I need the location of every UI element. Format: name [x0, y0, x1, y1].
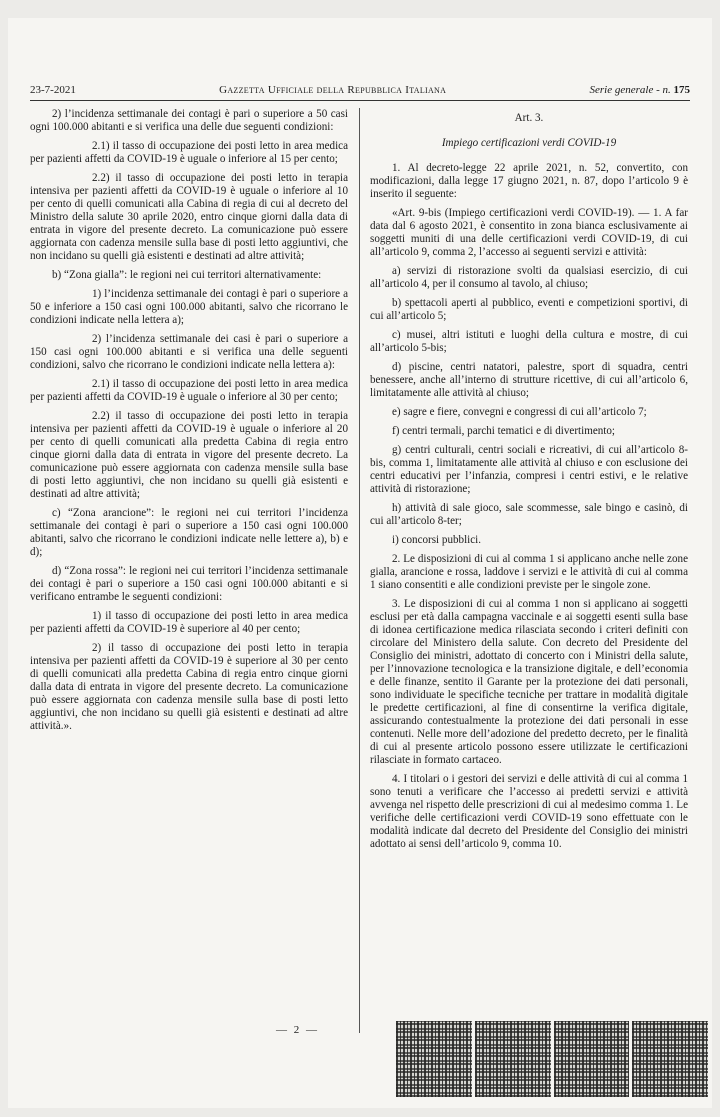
- barcode-tile: [554, 1021, 630, 1097]
- gazette-page: [8, 18, 712, 1108]
- security-barcode: [396, 1021, 708, 1097]
- right-paragraph: g) centri culturali, centri sociali e ricreativi, di cui all’articolo 8-bis, comma 1, limitatamente alle attività al chiuso e con esclusione dei centri educativi per l’infanzia, compresi i centri estivi, e le relative attività di ristorazione;: [370, 444, 688, 495]
- page-number: — 2 —: [276, 1024, 319, 1036]
- column-divider: [359, 108, 360, 1033]
- header-rule: [30, 100, 690, 101]
- right-paragraph: «Art. 9-bis (Impiego certificazioni verdi COVID-19). — 1. A far data dal 6 agosto 2021, è consentito in zona bianca esclusivamente ai soggetti muniti di una delle certificazioni verdi COVID-19, di cui all’articolo 9, comma 2, l’accesso ai seguenti servizi e attività:: [370, 207, 688, 258]
- left-paragraph: b) “Zona gialla”: le regioni nei cui territori alternativamente:: [52, 269, 322, 281]
- left-paragraph: d) “Zona rossa”: le regioni nei cui territori l’incidenza settimanale dei contagi è pari o superiore a 150 casi ogni 100.000 abitanti e si verificano entrambe le seguenti condizioni:: [30, 565, 348, 603]
- right-paragraph: h) attività di sale gioco, sale scommesse, sale bingo e casinò, di cui all’articolo 8-ter;: [370, 502, 688, 527]
- page-header: [30, 78, 690, 96]
- left-paragraph: 2.2) il tasso di occupazione dei posti letto in terapia intensiva per pazienti affetti da COVID-19 è uguale o inferiore al 20 per cento di quelli comunicati alla predetta Cabina di regia entro cinque giorni dalla data di entrata in vigore del presente decreto. La comunicazione può essere aggiornata con cadenza mensile sulla base di posti letto aggiuntivi, che non incidano su quelli già esistenti e destinati ad altre attività;: [30, 410, 348, 500]
- header-date: 23-7-2021: [30, 84, 76, 96]
- right-paragraph: 3. Le disposizioni di cui al comma 1 non si applicano ai soggetti esclusi per età dalla campagna vaccinale e ai soggetti esenti sulla base di idonea certificazione medica rilasciata secondo i criteri definiti con circolare del Ministero della salute. Con decreto del Presidente del Consiglio dei ministri, adottato di concerto con i Ministri della salute, per l’innovazione tecnologica e la transizione digitale, e dell’economia e delle finanze, sentito il Garante per la protezione dei dati personali, sono individuate le specifiche tecniche per trattare in modalità digitale le predette certificazioni, al fine di consentirne la verifica digitale, assicurando contestualmente la protezione dei dati personali in esse contenuti. Nelle more dell’adozione del predetto decreto, per le finalità di cui al presente articolo possono essere utilizzate le certificazioni rilasciate in formato cartaceo.: [370, 598, 688, 766]
- right-paragraph: c) musei, altri istituti e luoghi della cultura e mostre, di cui all’articolo 5-bis;: [370, 329, 688, 354]
- left-paragraph: c) “Zona arancione”: le regioni nei cui territori l’incidenza settimanale dei contagi è pari o superiore a 150 casi ogni 100.000 abitanti, salvo che ricorrano le condizioni indicate nelle lettere a), b) e d);: [30, 507, 348, 558]
- right-paragraph: 4. I titolari o i gestori dei servizi e delle attività di cui al comma 1 sono tenuti a verificare che l’accesso ai predetti servizi e attività avvenga nel rispetto delle prescrizioni di cui al medesimo comma 1. Le verifiche delle certificazioni verdi COVID-19 sono effettuate con le modalità indicate dal decreto del Presidente del Consiglio dei ministri adottato ai sensi dell’articolo 9, comma 10.: [370, 773, 688, 850]
- right-paragraph: Art. 3.: [514, 112, 544, 124]
- header-serie: Serie generale - n. 175: [589, 84, 690, 96]
- right-paragraph: f) centri termali, parchi tematici e di divertimento;: [392, 425, 616, 437]
- left-paragraph: 2) il tasso di occupazione dei posti letto in terapia intensiva per pazienti affetti da COVID-19 è superiore al 30 per cento di quelli comunicati alla predetta Cabina di regia entro cinque giorni dalla data di entrata in vigore del presente decreto. La comunicazione può essere aggiornata con cadenza mensile sulla base di posti letto aggiuntivi, che non incidano su quelli già esistenti e destinati ad altre attività.».: [30, 642, 348, 732]
- right-paragraph: e) sagre e fiere, convegni e congressi di cui all’articolo 7;: [392, 406, 647, 418]
- right-paragraph: b) spettacoli aperti al pubblico, eventi e competizioni sportivi, di cui all’articolo 5;: [370, 297, 688, 322]
- left-paragraph: 2.2) il tasso di occupazione dei posti letto in terapia intensiva per pazienti affetti da COVID-19 è uguale o inferiore al 10 per cento di quelli comunicati alla Cabina di regia di cui al decreto del Ministro della salute 30 aprile 2020, entro cinque giorni dalla data di entrata in vigore del presente decreto. La comunicazione può essere aggiornata con cadenza mensile sulla base di posti letto aggiuntivi, che non incidano su quelli già esistenti e destinati ad altre attività;: [30, 172, 348, 262]
- right-column: [370, 108, 688, 857]
- right-paragraph: a) servizi di ristorazione svolti da qualsiasi esercizio, di cui all’articolo 4, per il consumo al tavolo, al chiuso;: [370, 265, 688, 290]
- right-paragraph: Impiego certificazioni verdi COVID-19: [441, 137, 617, 149]
- barcode-tile: [632, 1021, 708, 1097]
- left-paragraph: 1) l’incidenza settimanale dei contagi è pari o superiore a 50 e inferiore a 150 casi ogni 100.000 abitanti, salvo che ricorrano le condizioni indicate nella lettera a);: [30, 288, 348, 326]
- right-paragraph: 1. Al decreto-legge 22 aprile 2021, n. 52, convertito, con modificazioni, dalla legge 17 giugno 2021, n. 87, dopo l’articolo 9 è inserito il seguente:: [370, 162, 688, 200]
- left-column: [30, 108, 348, 739]
- right-paragraph: i) concorsi pubblici.: [392, 534, 482, 546]
- header-title: Gazzetta Ufficiale della Repubblica Italiana: [219, 84, 447, 96]
- barcode-tile: [396, 1021, 472, 1097]
- left-paragraph: 2.1) il tasso di occupazione dei posti letto in area medica per pazienti affetti da COVID-19 è uguale o inferiore al 30 per cento;: [30, 378, 348, 403]
- left-paragraph: 2) l’incidenza settimanale dei contagi è pari o superiore a 50 casi ogni 100.000 abitanti e si verifica una delle due seguenti condizioni:: [30, 108, 348, 133]
- right-paragraph: 2. Le disposizioni di cui al comma 1 si applicano anche nelle zone gialla, arancione e rossa, laddove i servizi e le attività di cui al comma 1 siano consentiti e alle condizioni previste per le singole zone.: [370, 553, 688, 591]
- barcode-tile: [475, 1021, 551, 1097]
- left-paragraph: 2) l’incidenza settimanale dei casi è pari o superiore a 150 casi ogni 100.000 abitanti e si verifica una delle seguenti condizioni, salvo che ricorrano le condizioni indicate nella lettera a):: [30, 333, 348, 371]
- right-paragraph: d) piscine, centri natatori, palestre, sport di squadra, centri benessere, anche all’interno di strutture ricettive, di cui all’articolo 6, limitatamente alle attività al chiuso;: [370, 361, 688, 399]
- left-paragraph: 2.1) il tasso di occupazione dei posti letto in area medica per pazienti affetti da COVID-19 è uguale o inferiore al 15 per cento;: [30, 140, 348, 165]
- left-paragraph: 1) il tasso di occupazione dei posti letto in area medica per pazienti affetti da COVID-19 è superiore al 40 per cento;: [30, 610, 348, 635]
